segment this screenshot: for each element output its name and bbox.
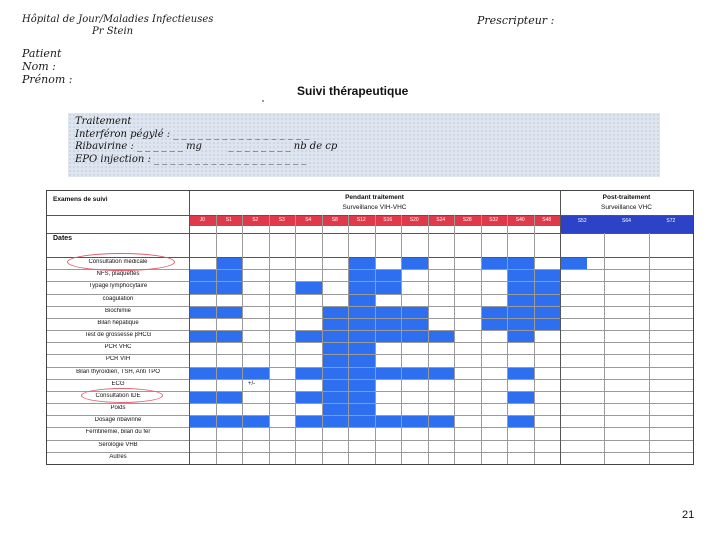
filled-cell [349,319,375,330]
filled-cell [402,331,428,342]
filled-cell [243,416,269,427]
filled-cell [190,368,216,379]
week-label: S24 [436,217,446,223]
filled-cell [376,307,402,318]
filled-cell [243,368,269,379]
filled-cell [190,282,216,293]
row-line [47,294,693,295]
row-line [47,306,693,307]
filled-cell [190,416,216,427]
filled-cell [349,270,375,281]
stray-dot [262,100,264,102]
row-label: Biochimie [104,307,131,314]
row-label: Typage lymphocytaire [88,283,148,290]
week-label: J0 [199,217,205,223]
col-line [481,215,482,464]
filled-cell [323,368,349,379]
filled-cell [402,258,428,269]
row-line [47,281,693,282]
col-line [216,215,217,464]
filled-cell [508,295,534,306]
filled-cell [376,331,402,342]
filled-cell [323,380,349,391]
col-line [295,215,296,464]
document-title: Suivi thérapeutique [297,84,409,98]
filled-cell [323,355,349,366]
col-line [507,215,508,464]
row-line [47,427,693,428]
filled-cell [482,319,508,330]
row-label: PCR VHC [104,344,132,351]
filled-cell [482,258,508,269]
filled-cell [508,368,534,379]
during-subtitle: Surveillance VIH-VHC [342,204,407,211]
week-label: S16 [383,217,393,223]
row-line [47,403,693,404]
row-line [47,342,693,343]
filled-cell [402,416,428,427]
department-chief: Pr Stein [92,26,134,37]
filled-cell [217,392,243,403]
follow-up-table [46,190,694,465]
filled-cell [508,319,534,330]
annotation-circle-ide [81,388,163,403]
filled-cell [535,270,561,281]
nom-label: Nom : [22,60,56,73]
filled-cell [349,355,375,366]
filled-cell [323,343,349,354]
filled-cell [402,307,428,318]
week-label: S32 [489,217,499,223]
post-title: Post-traitement [602,194,651,201]
filled-cell [296,392,322,403]
filled-cell [535,307,561,318]
week-label: S2 [252,217,259,223]
filled-cell [376,416,402,427]
treatment-heading: Traitement [75,116,132,127]
filled-cell [217,307,243,318]
annotation-circle-consultation [67,253,175,271]
row-label: Bilan hépatique [97,319,139,326]
filled-cell [508,258,534,269]
examens-label: Examens de suivi [53,196,108,203]
col-line [348,215,349,464]
row-label: Dosage ribavirine [94,417,142,424]
week-label: S20 [409,217,419,223]
filled-cell [296,368,322,379]
interferon-line: Interféron pégylé : _ _ _ _ _ _ _ _ _ _ _ _ _ _ _ _ _ [75,128,310,140]
filled-cell [217,416,243,427]
patient-block [22,47,73,86]
filled-cell [217,368,243,379]
filled-cell [508,307,534,318]
filled-cell [349,380,375,391]
filled-cell [402,368,428,379]
prescriber-label: Prescripteur : [477,14,555,27]
post-week-label: S64 [622,218,631,224]
row-label: Ferritinémie, bilan du fer [85,429,151,436]
row-line [47,318,693,319]
ribavirine-line [75,141,337,154]
row-line [47,452,693,453]
filled-cell [508,282,534,293]
col-line [242,215,243,464]
row-line [47,354,693,355]
week-label: S8 [331,217,338,223]
filled-cell [508,331,534,342]
row-label: Bilan thyroïdien, TSH, Anti TPO [76,368,160,375]
ribavirine-count: _ _ _ _ _ _ _ _ nb de cp [228,141,338,152]
row-label: Sérologie VHB [98,441,138,448]
col-line [428,215,429,464]
week-label: S12 [356,217,366,223]
row-line [47,415,693,416]
filled-cell [349,404,375,415]
epo-line: EPO injection : _ _ _ _ _ _ _ _ _ _ _ _ _ _ _ _ _ _ _ [75,153,307,165]
filled-cell [376,319,402,330]
hospital-name: Hôpital de Jour/Maladies Infectieuses [22,14,214,25]
filled-cell [296,416,322,427]
row-line [47,379,693,380]
week-label: S3 [278,217,285,223]
filled-cell [323,307,349,318]
filled-cell [349,392,375,403]
filled-cell [508,416,534,427]
filled-cell [323,331,349,342]
during-title: Pendant traitement [345,194,404,201]
filled-cell [535,295,561,306]
filled-cell [217,258,243,269]
filled-cell [323,392,349,403]
filled-cell [349,258,375,269]
treatment-text [75,116,337,166]
post-subtitle: Surveillance VHC [601,204,652,211]
row-label: Consultation IDE [95,392,141,399]
filled-cell [349,343,375,354]
post-col-line [649,233,650,464]
dates-top-line [47,233,693,234]
post-col-line [560,191,561,464]
filled-cell [323,416,349,427]
row-label: ECG [111,380,125,387]
week-label: S48 [542,217,552,223]
filled-cell [429,331,455,342]
filled-cell [535,282,561,293]
label-col-line [189,191,190,464]
filled-cell [429,368,455,379]
row-line [47,440,693,441]
filled-cell [323,404,349,415]
filled-cell [217,331,243,342]
week-label: S1 [225,217,232,223]
filled-cell [429,416,455,427]
week-label: S28 [462,217,472,223]
filled-cell [217,282,243,293]
post-week-label: S72 [666,218,676,224]
col-line [534,215,535,464]
filled-cell [376,282,402,293]
col-line [322,215,323,464]
filled-cell [349,282,375,293]
filled-cell [402,319,428,330]
filled-cell [349,295,375,306]
row-line [47,330,693,331]
page-number: 21 [682,509,695,521]
row-label: NFS, plaquettes [96,271,140,278]
row-label: Autres [109,453,127,460]
prenom-label: Prénom : [22,73,73,86]
filled-cell [561,258,587,269]
week-label: S4 [305,217,312,223]
ribavirine-dose: Ribavirine : _ _ _ _ _ _ mg [75,141,202,152]
post-col-line [604,233,605,464]
filled-cell [376,270,402,281]
filled-cell [190,307,216,318]
filled-cell [535,319,561,330]
row-label: Poids [110,405,126,412]
col-line [269,215,270,464]
filled-cell [349,307,375,318]
patient-label: Patient [22,47,62,60]
col-line [454,215,455,464]
row-label: coagulation [102,295,134,302]
filled-cell [376,368,402,379]
dates-label: Dates [53,235,73,242]
filled-cell [482,307,508,318]
filled-cell [190,331,216,342]
week-label: S40 [515,217,525,223]
filled-cell [296,282,322,293]
row-label: PCR VIH [105,356,131,363]
filled-cell [349,331,375,342]
ecg-note: +/- [248,380,256,387]
filled-cell [349,416,375,427]
col-line [375,215,376,464]
filled-cell [296,331,322,342]
filled-cell [323,319,349,330]
row-label: Consultation médicale [88,259,148,265]
filled-cell [508,392,534,403]
filled-cell [508,270,534,281]
filled-cell [217,270,243,281]
row-label: Test de grossesse βHCG [84,332,152,339]
col-line [401,215,402,464]
filled-cell [190,270,216,281]
post-week-label: S52 [577,218,587,224]
filled-cell [190,392,216,403]
row-line [47,367,693,368]
header-divider [47,215,693,216]
filled-cell [349,368,375,379]
